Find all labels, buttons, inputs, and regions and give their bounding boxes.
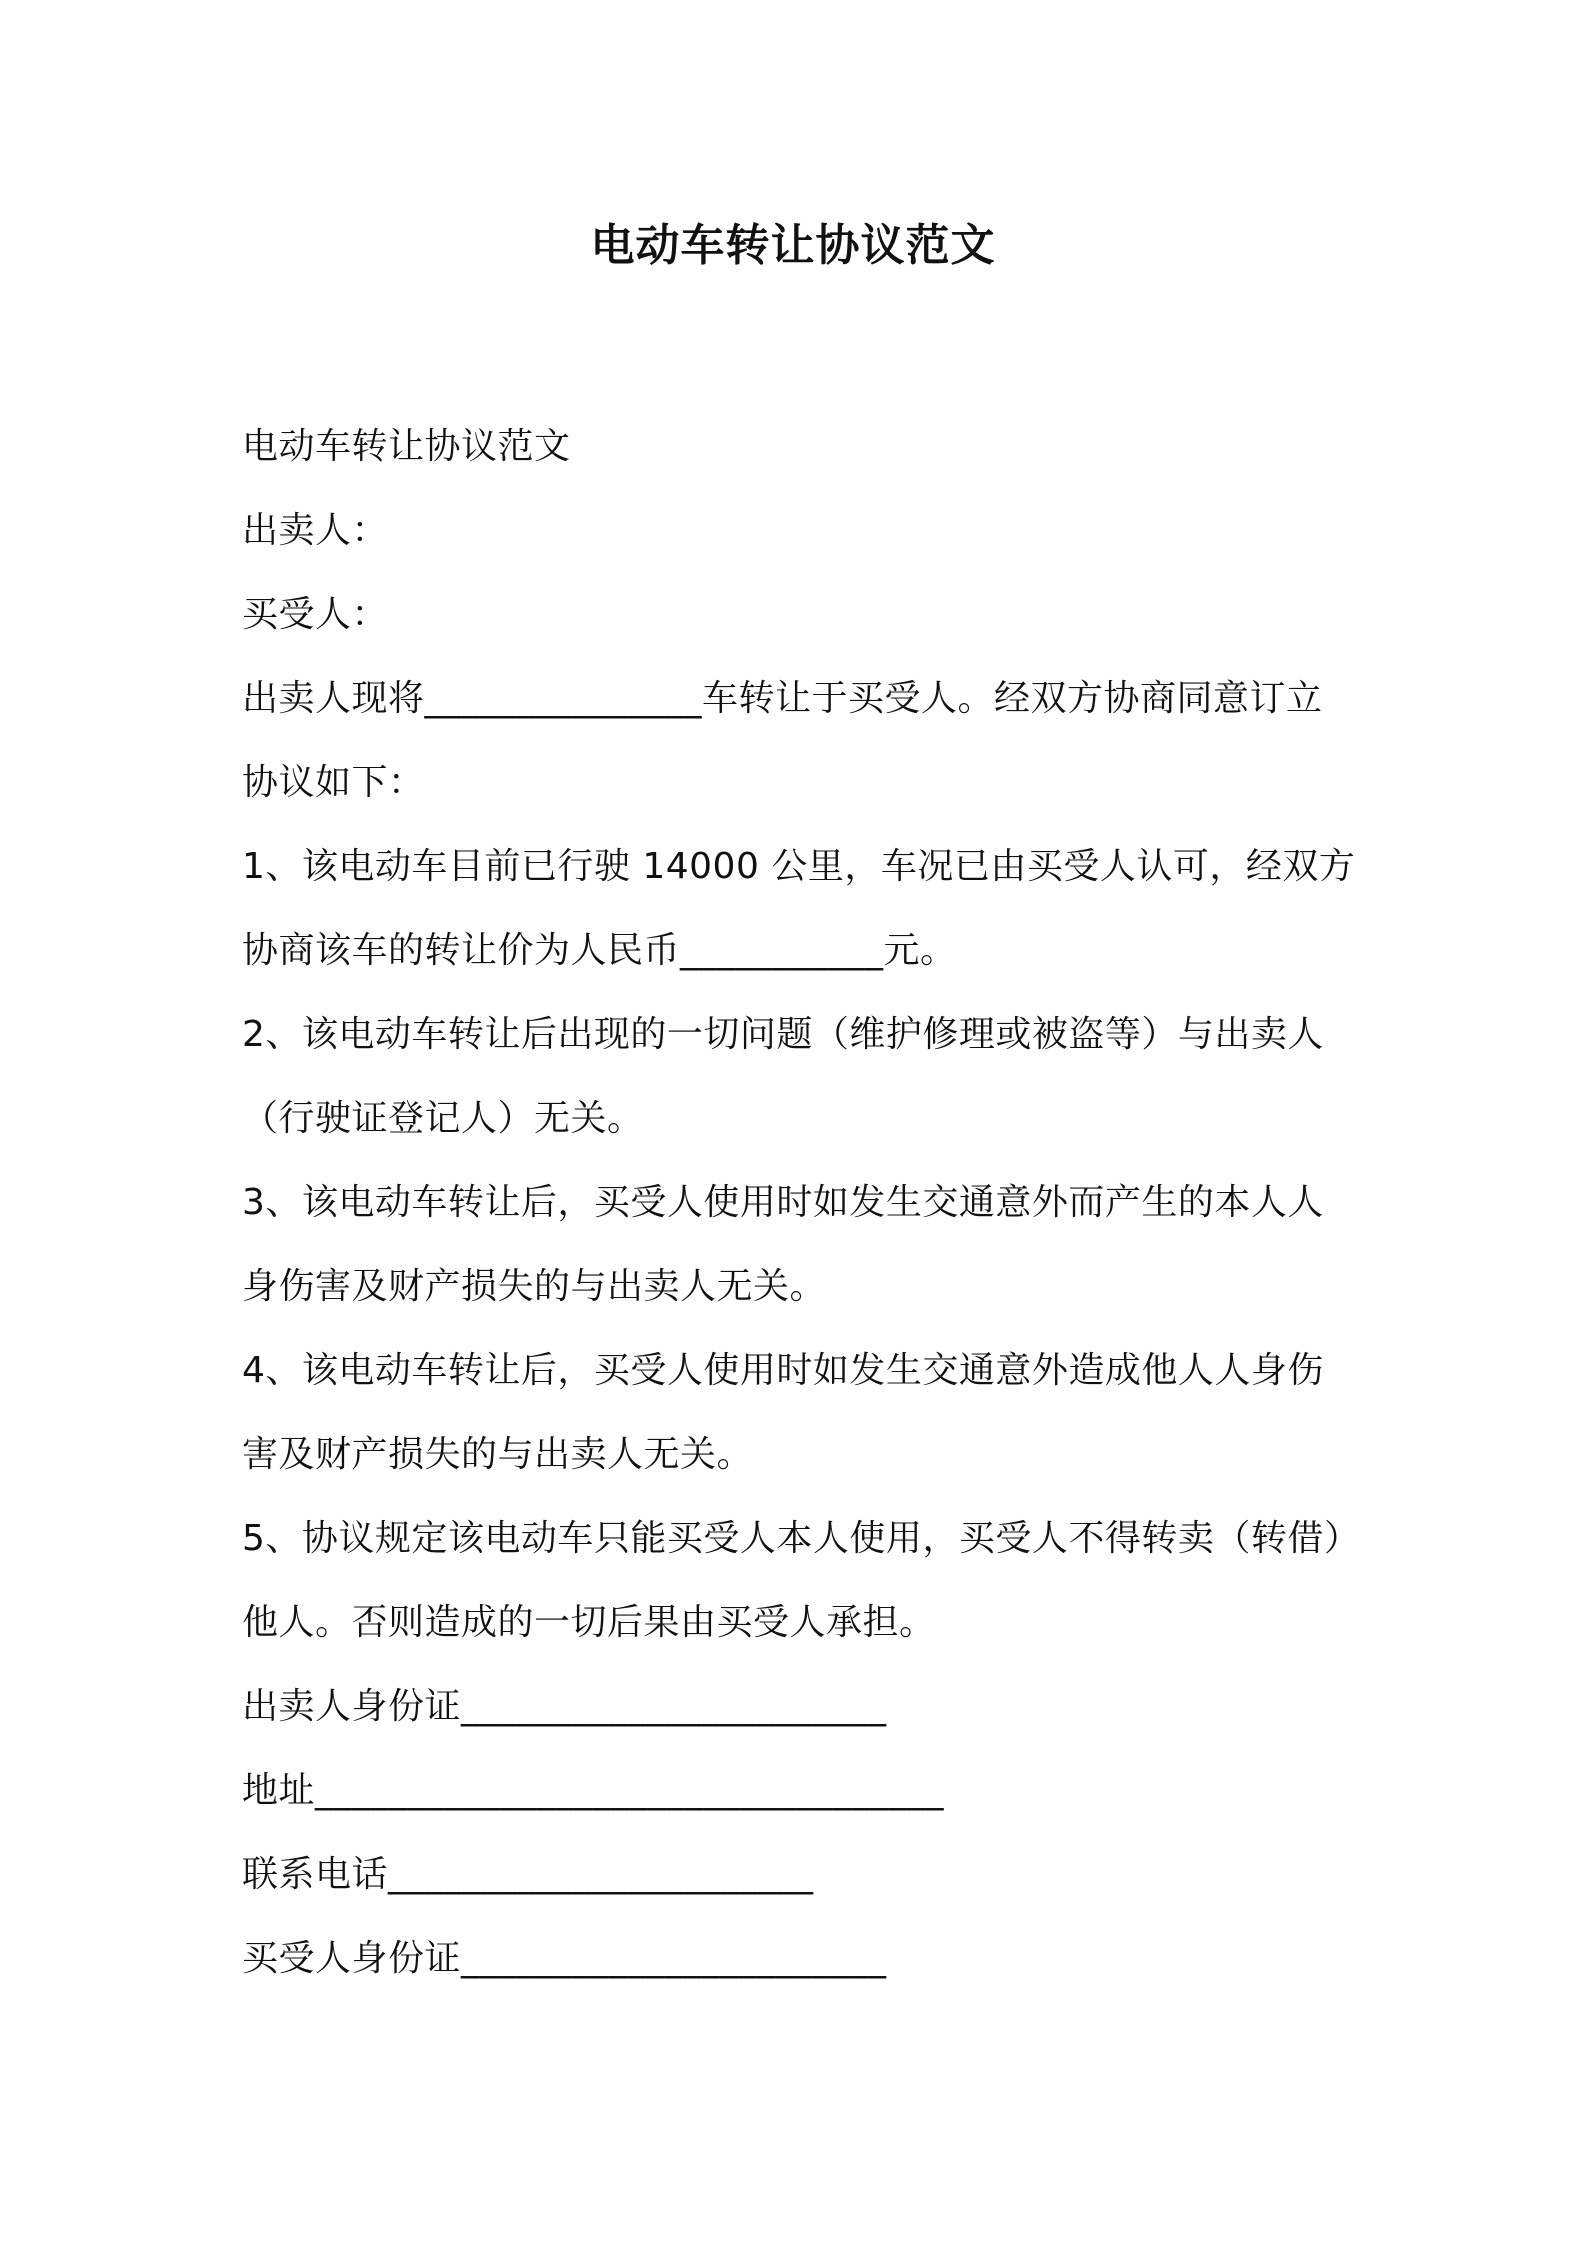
document-body (242, 405, 1367, 2001)
transfer-statement-line-1: 出卖人现将_______________车转让于买受人。经双方协商同意订立 (242, 678, 1323, 719)
clause-1-line-2: 协商该车的转让价为人民币___________元。 (242, 930, 957, 971)
address-field: 地址__________________________________ (242, 1770, 944, 1811)
clause-3-line-2: 身伤害及财产损失的与出卖人无关。 (242, 1266, 827, 1307)
intro-heading: 电动车转让协议范文 (242, 426, 571, 467)
document-title: 电动车转让协议范文 (590, 220, 996, 271)
clause-3-line-1: 3、该电动车转让后，买受人使用时如发生交通意外而产生的本人人 (242, 1182, 1324, 1223)
buyer-id-field: 买受人身份证_______________________ (242, 1938, 887, 1979)
phone-field: 联系电话_______________________ (242, 1854, 814, 1895)
clause-2-line-1: 2、该电动车转让后出现的一切问题（维护修理或被盗等）与出卖人 (242, 1014, 1324, 1055)
clause-4-line-1: 4、该电动车转让后，买受人使用时如发生交通意外造成他人人身伤 (242, 1350, 1324, 1391)
clause-5-line-1: 5、协议规定该电动车只能买受人本人使用，买受人不得转卖（转借） (242, 1518, 1361, 1559)
clause-1-line-1: 1、该电动车目前已行驶 14000 公里，车况已由买受人认可，经双方 (242, 846, 1356, 887)
buyer-label: 买受人： (242, 594, 389, 635)
clause-4-line-2: 害及财产损失的与出卖人无关。 (242, 1434, 754, 1475)
clause-5-line-2: 他人。否则造成的一切后果由买受人承担。 (242, 1602, 936, 1643)
seller-label: 出卖人： (242, 510, 389, 551)
clause-2-line-2: （行驶证登记人）无关。 (242, 1098, 644, 1139)
seller-id-field: 出卖人身份证_______________________ (242, 1686, 887, 1727)
transfer-statement-line-2: 协议如下： (242, 762, 425, 803)
